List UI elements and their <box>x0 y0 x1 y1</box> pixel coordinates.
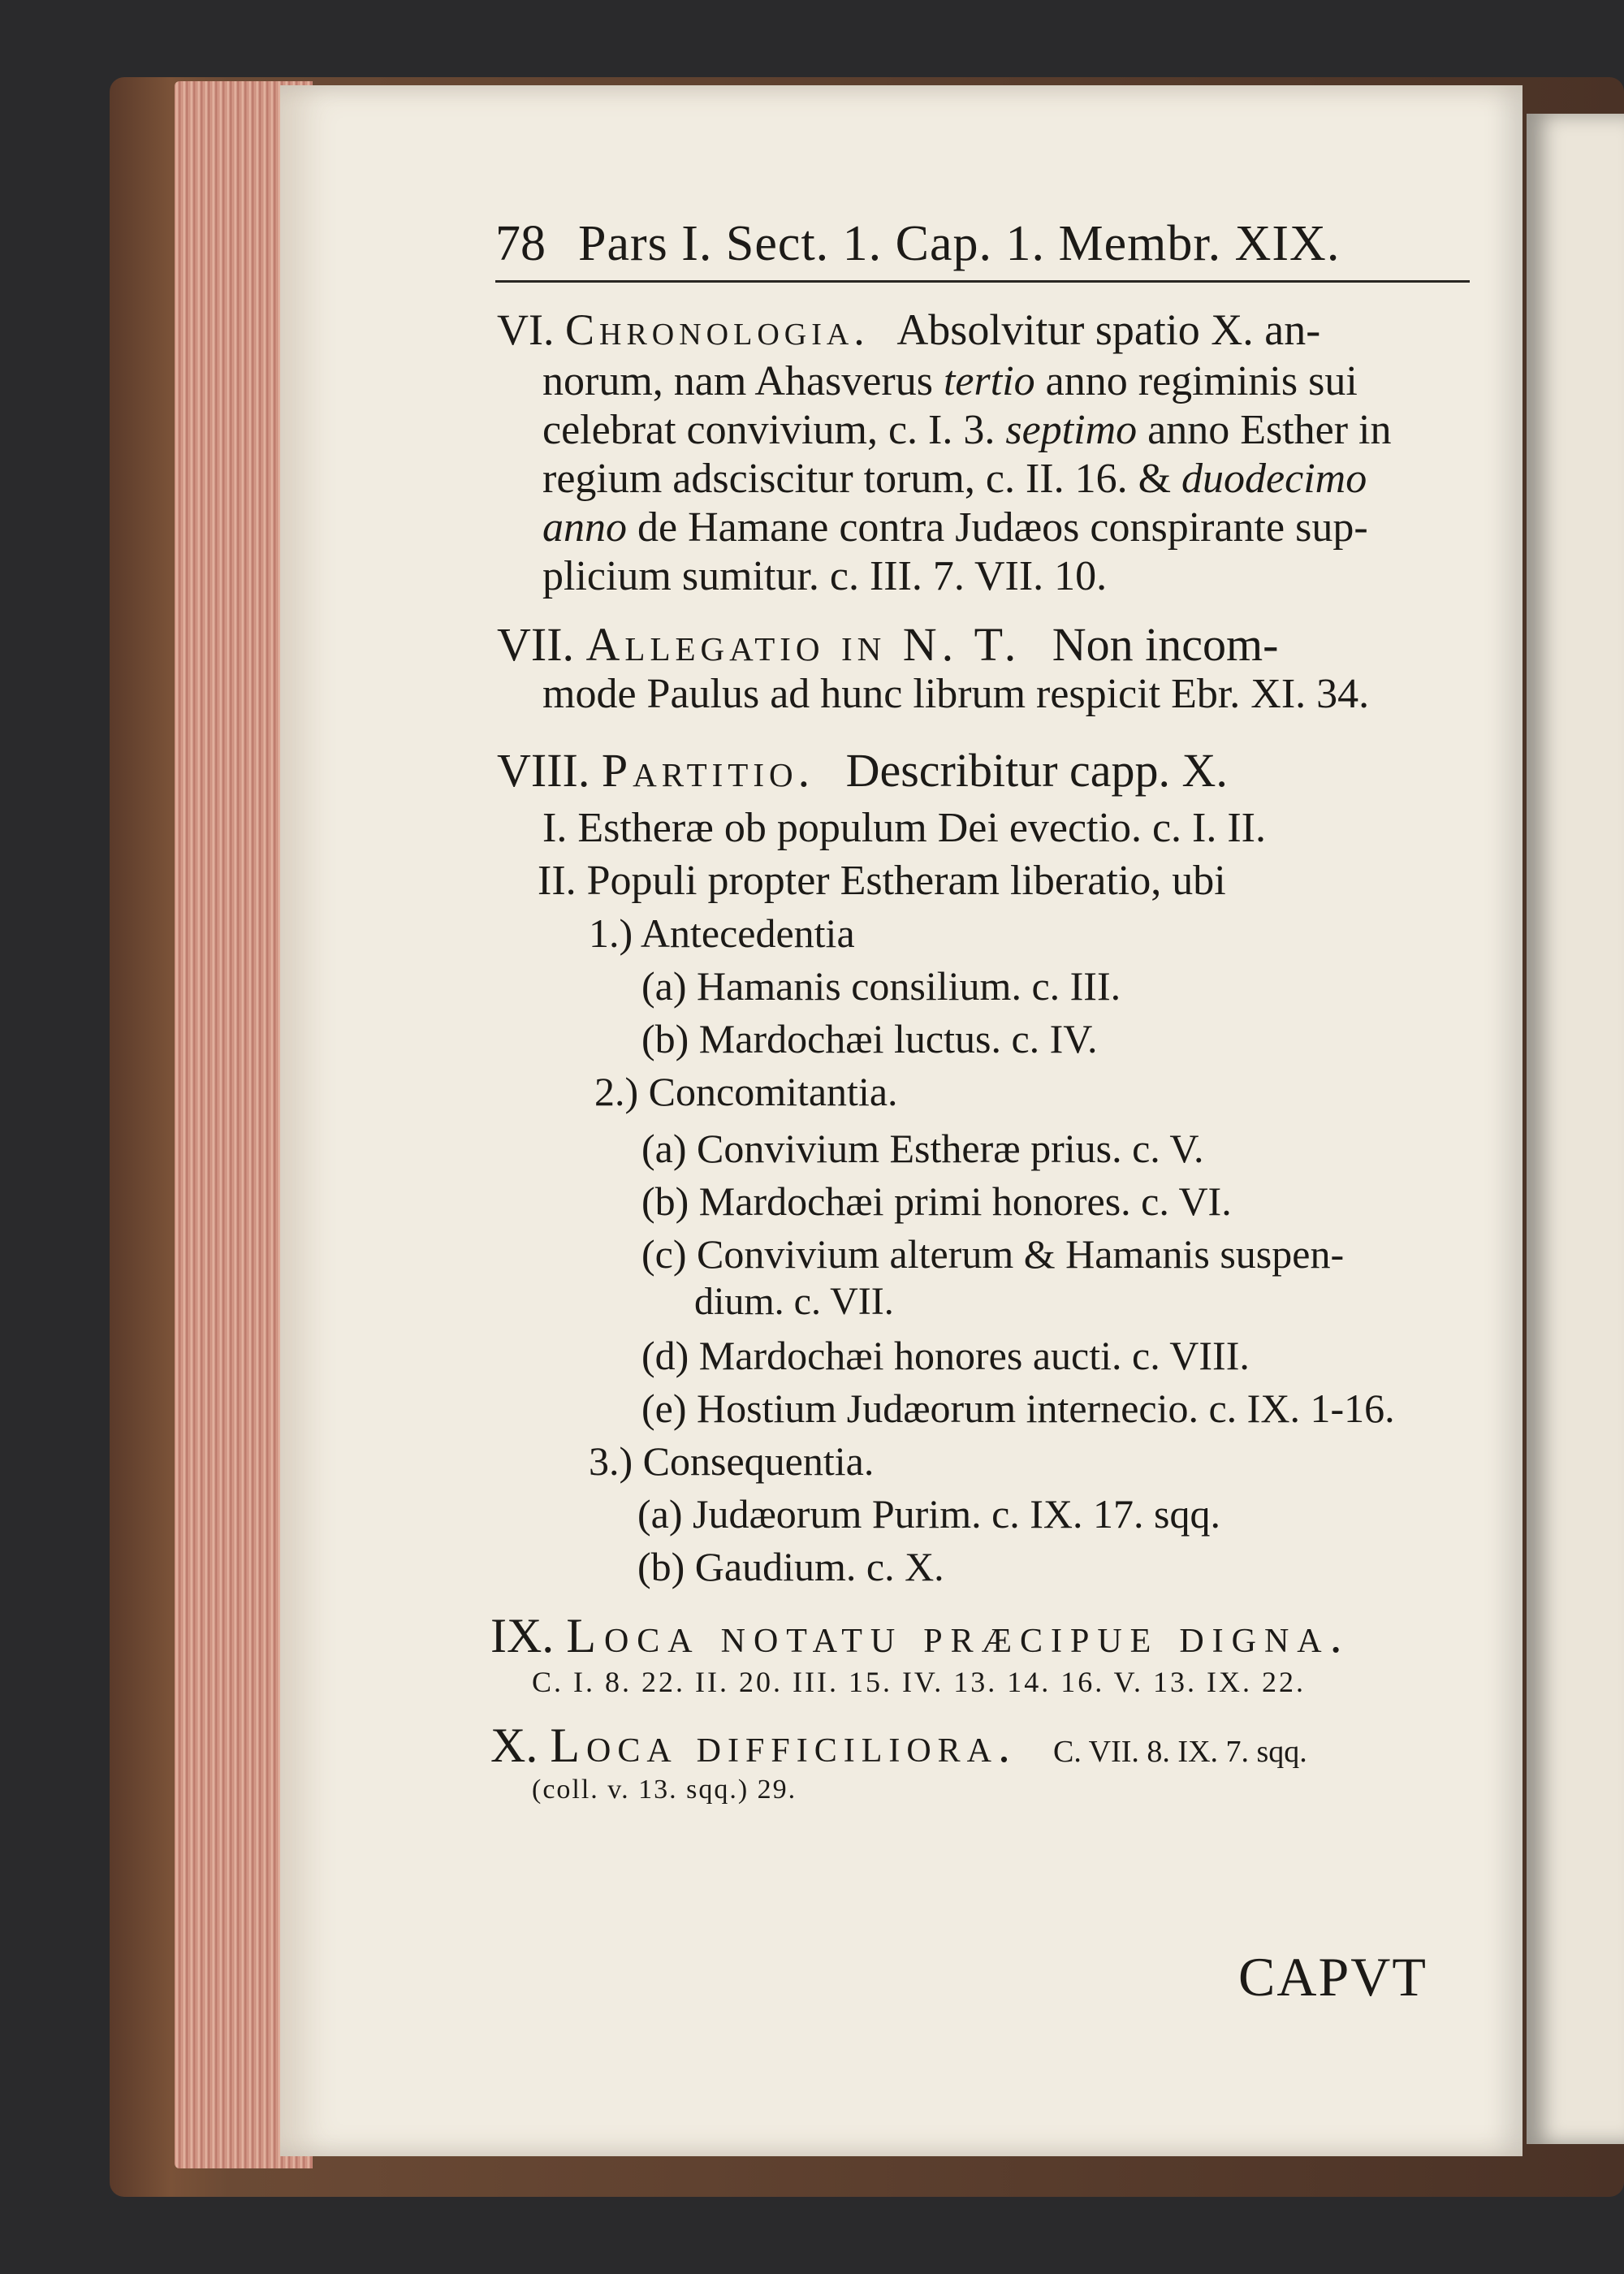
section-vi-italic-tertio: tertio <box>943 358 1035 404</box>
section-x-refs-a: C. VII. 8. IX. 7. sqq. <box>1053 1735 1307 1769</box>
section-vii-heading: Allegatio in N. T. <box>585 618 1021 671</box>
section-vi-line-0: Absolvitur spatio X. an- <box>896 305 1321 354</box>
section-vi-line <box>542 504 1368 551</box>
section-ix-heading: Loca notatu præcipue digna. <box>566 1609 1350 1662</box>
running-header <box>495 215 1462 273</box>
section-vi-line <box>542 357 1358 405</box>
section-vi-line-7: plicium sumitur. c. III. 7. VII. 10. <box>542 553 1108 599</box>
section-vii-heading-line <box>497 617 1278 672</box>
page-number: 78 <box>495 216 546 271</box>
partitio-item-5: 2.) Concomitantia. <box>594 1069 898 1114</box>
partitio-item-1: II. Populi propter Estheram liberatio, ubi <box>538 858 1226 904</box>
section-vii-line-1: mode Paulus ad hunc librum respicit Ebr. XI. 34. <box>542 671 1370 717</box>
section-viii-label: VIII. <box>497 744 590 797</box>
section-vi-heading-line <box>497 305 1320 355</box>
partitio-item-10: (d) Mardochæi honores aucti. c. VIII. <box>641 1333 1250 1378</box>
running-title: Pars I. Sect. 1. Cap. 1. Membr. XIX. <box>578 216 1341 271</box>
section-vi-label: VI. <box>497 305 555 354</box>
section-x-label: X. <box>490 1718 538 1772</box>
partitio-item-14: (b) Gaudium. c. X. <box>637 1544 944 1589</box>
section-ix-label: IX. <box>490 1609 555 1662</box>
section-viii-intro: Describitur capp. X. <box>845 744 1228 797</box>
next-page-edge <box>1527 114 1624 2144</box>
partitio-item-0: I. Estheræ ob populum Dei evectio. c. I. II. <box>542 805 1266 851</box>
section-vi-line-6: de Hamane contra Judæos conspirante sup- <box>637 504 1368 551</box>
partitio-item-6: (a) Convivium Estheræ prius. c. V. <box>641 1126 1204 1171</box>
section-ix-refs: C. I. 8. 22. II. 20. III. 15. IV. 13. 14. 16. V. 13. IX. 22. <box>532 1666 1306 1698</box>
catchword: CAPVT <box>1238 1946 1427 2008</box>
section-ix-heading-line <box>490 1608 1350 1664</box>
section-vi-line-4: anno Esther in <box>1147 407 1392 453</box>
section-vi-line <box>542 406 1392 454</box>
section-viii-heading-line <box>497 743 1228 798</box>
partitio-item-4: (b) Mardochæi luctus. c. IV. <box>641 1016 1098 1061</box>
section-vi-line-3: celebrat convivium, c. I. 3. <box>542 407 996 453</box>
section-vi-italic-anno: anno <box>542 504 627 551</box>
section-vi-line-2: anno regiminis sui <box>1045 358 1358 404</box>
section-vii-label: VII. <box>497 618 575 671</box>
section-vi-italic-septimo: septimo <box>1005 407 1138 453</box>
partitio-item-3: (a) Hamanis consilium. c. III. <box>641 963 1121 1009</box>
partitio-item-7: (b) Mardochæi primi honores. c. VI. <box>641 1178 1232 1224</box>
section-x-refs-b: (coll. v. 13. sqq.) 29. <box>532 1775 797 1805</box>
partitio-item-2: 1.) Antecedentia <box>589 910 855 956</box>
partitio-item-13: (a) Judæorum Purim. c. IX. 17. sqq. <box>637 1491 1220 1537</box>
section-vi-italic-duodecimo: duodecimo <box>1181 456 1367 502</box>
section-viii-heading: Partitio. <box>601 744 815 797</box>
partitio-item-11: (e) Hostium Judæorum internecio. c. IX. 1-16. <box>641 1386 1395 1431</box>
partitio-item-12: 3.) Consequentia. <box>589 1438 875 1484</box>
section-vii-line-0: Non incom- <box>1052 618 1279 671</box>
partitio-item-9: dium. c. VII. <box>694 1280 894 1323</box>
section-x-heading-line <box>490 1718 1307 1774</box>
section-vi-line-5: regium adsciscitur torum, c. II. 16. & <box>542 456 1172 502</box>
section-vi-heading: Chronologia. <box>564 305 870 354</box>
header-rule <box>495 280 1470 283</box>
section-x-heading: Loca difficiliora. <box>550 1718 1017 1772</box>
partitio-item-8: (c) Convivium alterum & Hamanis suspen- <box>641 1231 1345 1277</box>
section-vi-line <box>542 455 1367 503</box>
section-vi-line-1: norum, nam Ahasverus <box>542 358 933 404</box>
